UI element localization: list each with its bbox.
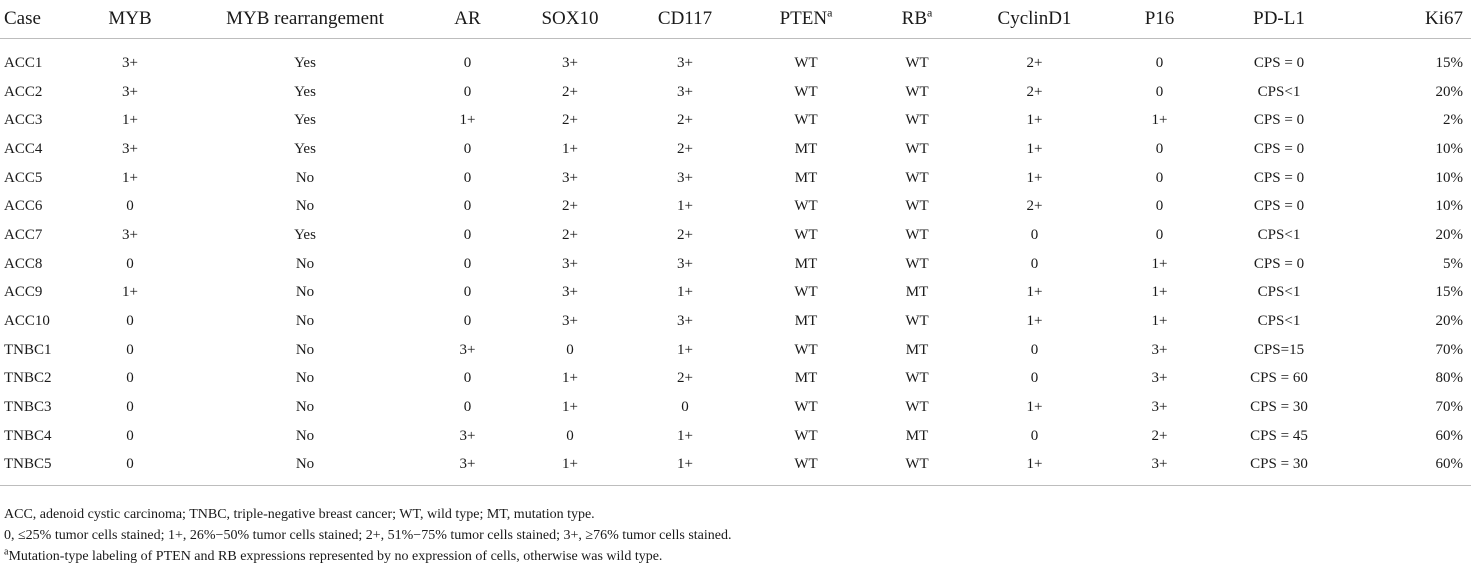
table-cell: CPS = 30 bbox=[1250, 399, 1308, 416]
table-cell: 2+ bbox=[677, 370, 693, 387]
column-header bbox=[190, 0, 420, 39]
table-cell: WT bbox=[905, 313, 929, 330]
table-cell: 3+ bbox=[459, 341, 476, 358]
table-cell: 3+ bbox=[677, 83, 693, 100]
column-header bbox=[0, 0, 70, 39]
table-row bbox=[0, 78, 1471, 107]
case-cell: TNBC4 bbox=[4, 427, 52, 444]
table-cell: 1+ bbox=[1026, 140, 1043, 157]
footnote-abbreviations: ACC, adenoid cystic carcinoma; TNBC, triple-negative breast cancer; WT, wild type; MT, mutation type. bbox=[4, 507, 595, 522]
table-cell: 20% bbox=[1435, 226, 1463, 243]
case-cell: ACC5 bbox=[4, 169, 43, 186]
table-cell: 70% bbox=[1435, 399, 1463, 416]
table-cell: 0 bbox=[463, 255, 472, 272]
table-cell: 1+ bbox=[1026, 399, 1043, 416]
case-cell: TNBC2 bbox=[4, 370, 52, 387]
table-cell: CPS = 0 bbox=[1253, 198, 1305, 215]
column-header-label: Ki67 bbox=[1425, 8, 1463, 29]
table-cell: WT bbox=[905, 169, 929, 186]
table-cell: Yes bbox=[294, 140, 316, 157]
table-cell: 1+ bbox=[1026, 169, 1043, 186]
table-row bbox=[0, 106, 1471, 135]
table-cell: 0 bbox=[463, 83, 472, 100]
table-cell: 1+ bbox=[1151, 255, 1168, 272]
column-header-label: AR bbox=[454, 8, 481, 29]
table-cell: CPS = 0 bbox=[1253, 54, 1305, 71]
table-cell: No bbox=[295, 399, 315, 416]
table-cell: 70% bbox=[1435, 341, 1463, 358]
table-cell: No bbox=[295, 427, 315, 444]
table-cell: 1+ bbox=[562, 399, 578, 416]
case-cell: ACC3 bbox=[4, 112, 43, 129]
column-header-label: PD-L1 bbox=[1253, 8, 1305, 29]
case-cell: ACC10 bbox=[4, 313, 50, 330]
table-row bbox=[0, 393, 1471, 422]
table-cell: WT bbox=[745, 451, 867, 486]
table-cell: Yes bbox=[294, 112, 316, 129]
table-cell: 5% bbox=[1443, 255, 1463, 272]
table-cell: WT bbox=[905, 399, 929, 416]
table-cell: 1+ bbox=[1151, 112, 1168, 129]
case-cell: ACC1 bbox=[4, 54, 43, 71]
table-cell: No bbox=[295, 198, 315, 215]
header-row bbox=[0, 0, 1471, 39]
table-cell: 3+ bbox=[562, 313, 578, 330]
table-cell: MT bbox=[794, 169, 818, 186]
table-cell: 1+ bbox=[122, 112, 138, 129]
table-cell: 0 bbox=[463, 198, 472, 215]
table-cell: WT bbox=[905, 54, 929, 71]
table-cell: 1+ bbox=[515, 451, 625, 486]
table-cell: WT bbox=[794, 198, 818, 215]
table-cell: 0 bbox=[126, 198, 134, 215]
table-cell: 2+ bbox=[562, 83, 578, 100]
table-cell: 0 bbox=[1030, 341, 1039, 358]
case-cell: ACC6 bbox=[4, 198, 43, 215]
table-cell: 3+ bbox=[122, 226, 138, 243]
table-cell: 0 bbox=[1030, 255, 1039, 272]
table-cell: 2+ bbox=[1026, 198, 1043, 215]
table-cell: CPS = 60 bbox=[1250, 370, 1308, 387]
table-row bbox=[0, 451, 1471, 486]
table-cell: 15% bbox=[1435, 54, 1463, 71]
column-header-label: PTEN bbox=[779, 8, 828, 29]
table-cell: 20% bbox=[1435, 83, 1463, 100]
column-header-label: SOX10 bbox=[541, 8, 599, 29]
table-cell: 0 bbox=[1030, 427, 1039, 444]
table-cell: 0 bbox=[126, 313, 134, 330]
table-cell: WT bbox=[867, 451, 967, 486]
column-header-label: MYB rearrangement bbox=[226, 8, 384, 29]
table-cell: No bbox=[295, 169, 315, 186]
table-cell: Yes bbox=[294, 54, 316, 71]
table-cell: 3+ bbox=[562, 169, 578, 186]
table-cell: Yes bbox=[294, 83, 316, 100]
column-header bbox=[745, 0, 867, 39]
table-cell: WT bbox=[794, 341, 818, 358]
table-cell: 2+ bbox=[562, 226, 578, 243]
table-cell: 3+ bbox=[122, 140, 138, 157]
table-cell: 1+ bbox=[677, 427, 693, 444]
table-cell: 2+ bbox=[677, 226, 693, 243]
table-cell: CPS<1 bbox=[1257, 313, 1301, 330]
footnote-mutation-text: Mutation-type labeling of PTEN and RB expressions represented by no expression of cells, otherwise was wild type. bbox=[8, 549, 663, 564]
column-header bbox=[515, 0, 625, 39]
table-cell: 0 bbox=[681, 399, 689, 416]
table-cell: 0 bbox=[566, 341, 574, 358]
column-header-label: Case bbox=[4, 8, 41, 29]
table-row bbox=[0, 279, 1471, 308]
table-cell: 0 bbox=[463, 169, 472, 186]
table-cell: MT bbox=[794, 313, 818, 330]
table-cell: 10% bbox=[1435, 198, 1463, 215]
table-cell: 0 bbox=[1155, 198, 1164, 215]
table-cell: 0 bbox=[1155, 169, 1164, 186]
table-cell: WT bbox=[794, 399, 818, 416]
table-cell: 3+ bbox=[562, 255, 578, 272]
table-cell: 0 bbox=[70, 451, 190, 486]
table-cell: WT bbox=[794, 54, 818, 71]
table-cell: WT bbox=[905, 226, 929, 243]
table-cell: 10% bbox=[1435, 169, 1463, 186]
table-cell: 20% bbox=[1435, 313, 1463, 330]
table-cell: 1+ bbox=[1151, 284, 1168, 301]
table-cell: MT bbox=[794, 255, 818, 272]
table-cell: CPS = 0 bbox=[1253, 169, 1305, 186]
table-cell: WT bbox=[905, 370, 929, 387]
table-cell: 0 bbox=[126, 370, 134, 387]
table-cell: 0 bbox=[463, 399, 472, 416]
table-cell: MT bbox=[905, 284, 929, 301]
table-cell: No bbox=[295, 255, 315, 272]
footnote-mutation bbox=[4, 546, 1464, 567]
case-cell: TNBC5 bbox=[0, 451, 70, 486]
table-cell: 0 bbox=[1030, 370, 1039, 387]
table-cell: MT bbox=[794, 370, 818, 387]
table-cell: 60% bbox=[1435, 427, 1463, 444]
column-header bbox=[967, 0, 1102, 39]
table-row bbox=[0, 221, 1471, 250]
table-footnotes bbox=[4, 504, 1464, 567]
table-cell: 2+ bbox=[1026, 54, 1043, 71]
table-cell: 1+ bbox=[122, 284, 138, 301]
table-cell: 3+ bbox=[1151, 341, 1168, 358]
table-cell: 10% bbox=[1435, 140, 1463, 157]
table-cell: 2+ bbox=[1026, 83, 1043, 100]
table-cell: 0 bbox=[1155, 140, 1164, 157]
table-cell: 1+ bbox=[677, 341, 693, 358]
table-cell: WT bbox=[794, 83, 818, 100]
column-header-label: RB bbox=[901, 8, 928, 29]
table-cell: 3+ bbox=[677, 255, 693, 272]
table-cell: 1+ bbox=[625, 451, 745, 486]
table-cell: 80% bbox=[1435, 370, 1463, 387]
column-header-footnote-marker: a bbox=[927, 5, 933, 20]
table-cell: 1+ bbox=[459, 112, 476, 129]
column-header-label: P16 bbox=[1144, 8, 1175, 29]
table-cell: 1+ bbox=[677, 284, 693, 301]
case-cell: ACC7 bbox=[4, 226, 43, 243]
column-header bbox=[1341, 0, 1471, 39]
table-cell: CPS = 0 bbox=[1253, 255, 1305, 272]
table-cell: 0 bbox=[1155, 226, 1164, 243]
table-cell: 0 bbox=[1030, 226, 1039, 243]
column-header bbox=[867, 0, 967, 39]
table-cell: WT bbox=[905, 255, 929, 272]
table-cell: 3+ bbox=[677, 54, 693, 71]
footnote-marker: a bbox=[4, 546, 9, 558]
column-header-label: MYB bbox=[108, 8, 152, 29]
table-cell: 0 bbox=[126, 255, 134, 272]
table-cell: CPS<1 bbox=[1257, 284, 1301, 301]
table-body bbox=[0, 39, 1471, 486]
table-cell: WT bbox=[905, 140, 929, 157]
table-cell: 2+ bbox=[562, 198, 578, 215]
case-cell: ACC4 bbox=[4, 140, 43, 157]
table-cell: 0 bbox=[126, 399, 134, 416]
case-cell: TNBC1 bbox=[4, 341, 52, 358]
table-cell: 3+ bbox=[562, 284, 578, 301]
table-cell: 3+ bbox=[1102, 451, 1217, 486]
table-cell: MT bbox=[794, 140, 818, 157]
table-cell: 1+ bbox=[967, 451, 1102, 486]
table-cell: 0 bbox=[126, 427, 134, 444]
table-row bbox=[0, 422, 1471, 451]
table-cell: Yes bbox=[294, 226, 316, 243]
table-cell: 0 bbox=[566, 427, 574, 444]
table-cell: No bbox=[190, 451, 420, 486]
table-cell: WT bbox=[905, 83, 929, 100]
table-row bbox=[0, 164, 1471, 193]
table-cell: 0 bbox=[463, 370, 472, 387]
table-row bbox=[0, 135, 1471, 164]
table-cell: 1+ bbox=[1026, 284, 1043, 301]
table-cell: 1+ bbox=[1026, 313, 1043, 330]
table-cell: CPS=15 bbox=[1253, 341, 1305, 358]
table-cell: 1+ bbox=[677, 198, 693, 215]
table-cell: WT bbox=[794, 284, 818, 301]
table-cell: CPS = 30 bbox=[1217, 451, 1341, 486]
column-header-label: CD117 bbox=[657, 8, 713, 29]
table-cell: 2% bbox=[1443, 112, 1463, 129]
table-cell: 0 bbox=[1155, 54, 1164, 71]
column-header bbox=[1102, 0, 1217, 39]
table-cell: No bbox=[295, 341, 315, 358]
table-row bbox=[0, 365, 1471, 394]
table-cell: CPS = 0 bbox=[1253, 112, 1305, 129]
table-cell: MT bbox=[905, 427, 929, 444]
case-cell: ACC9 bbox=[4, 284, 43, 301]
table-cell: 60% bbox=[1341, 451, 1471, 486]
case-cell: ACC2 bbox=[4, 83, 43, 100]
table-cell: MT bbox=[905, 341, 929, 358]
table-cell: 0 bbox=[463, 226, 472, 243]
table-cell: 3+ bbox=[122, 54, 138, 71]
table-cell: 3+ bbox=[562, 54, 578, 71]
table-cell: 15% bbox=[1435, 284, 1463, 301]
table-cell: 0 bbox=[463, 313, 472, 330]
table-cell: 2+ bbox=[677, 140, 693, 157]
table-cell: WT bbox=[794, 226, 818, 243]
table-cell: 2+ bbox=[562, 112, 578, 129]
table-cell: CPS<1 bbox=[1257, 226, 1301, 243]
table-cell: 3+ bbox=[459, 427, 476, 444]
table-cell: CPS<1 bbox=[1257, 83, 1301, 100]
footnote-scoring: 0, ≤25% tumor cells stained; 1+, 26%−50% tumor cells stained; 2+, 51%−75% tumor cells stained; 3+, ≥76% tumor cells stained. bbox=[4, 528, 732, 543]
table-cell: 0 bbox=[126, 341, 134, 358]
table-cell: WT bbox=[905, 198, 929, 215]
table-cell: 2+ bbox=[677, 112, 693, 129]
table-cell: 0 bbox=[463, 140, 472, 157]
table-cell: 3+ bbox=[677, 313, 693, 330]
table-cell: 0 bbox=[1155, 83, 1164, 100]
case-cell: ACC8 bbox=[4, 255, 43, 272]
column-header-label: CyclinD1 bbox=[997, 8, 1072, 29]
table-row bbox=[0, 250, 1471, 279]
table-row bbox=[0, 336, 1471, 365]
table-cell: 1+ bbox=[562, 140, 578, 157]
table-cell: 1+ bbox=[1151, 313, 1168, 330]
column-header bbox=[70, 0, 190, 39]
table-cell: 3+ bbox=[1151, 399, 1168, 416]
table-row bbox=[0, 307, 1471, 336]
table-row bbox=[0, 39, 1471, 78]
table-cell: WT bbox=[794, 427, 818, 444]
table-cell: 0 bbox=[463, 54, 472, 71]
table-cell: No bbox=[295, 313, 315, 330]
table-cell: 3+ bbox=[420, 451, 515, 486]
table-cell: WT bbox=[905, 112, 929, 129]
table-cell: 0 bbox=[463, 284, 472, 301]
table-cell: 1+ bbox=[122, 169, 138, 186]
table-cell: CPS = 0 bbox=[1253, 140, 1305, 157]
table-row bbox=[0, 192, 1471, 221]
table-cell: 1+ bbox=[562, 370, 578, 387]
table-cell: CPS = 45 bbox=[1250, 427, 1308, 444]
table-cell: 1+ bbox=[1026, 112, 1043, 129]
column-header bbox=[420, 0, 515, 39]
table-cell: No bbox=[295, 370, 315, 387]
case-cell: TNBC3 bbox=[4, 399, 52, 416]
table-cell: WT bbox=[794, 112, 818, 129]
column-header bbox=[1217, 0, 1341, 39]
column-header-footnote-marker: a bbox=[827, 5, 833, 20]
table-cell: 3+ bbox=[677, 169, 693, 186]
column-header bbox=[625, 0, 745, 39]
table-cell: No bbox=[295, 284, 315, 301]
table-cell: 3+ bbox=[122, 83, 138, 100]
table-cell: 3+ bbox=[1151, 370, 1168, 387]
table-cell: 2+ bbox=[1151, 427, 1168, 444]
